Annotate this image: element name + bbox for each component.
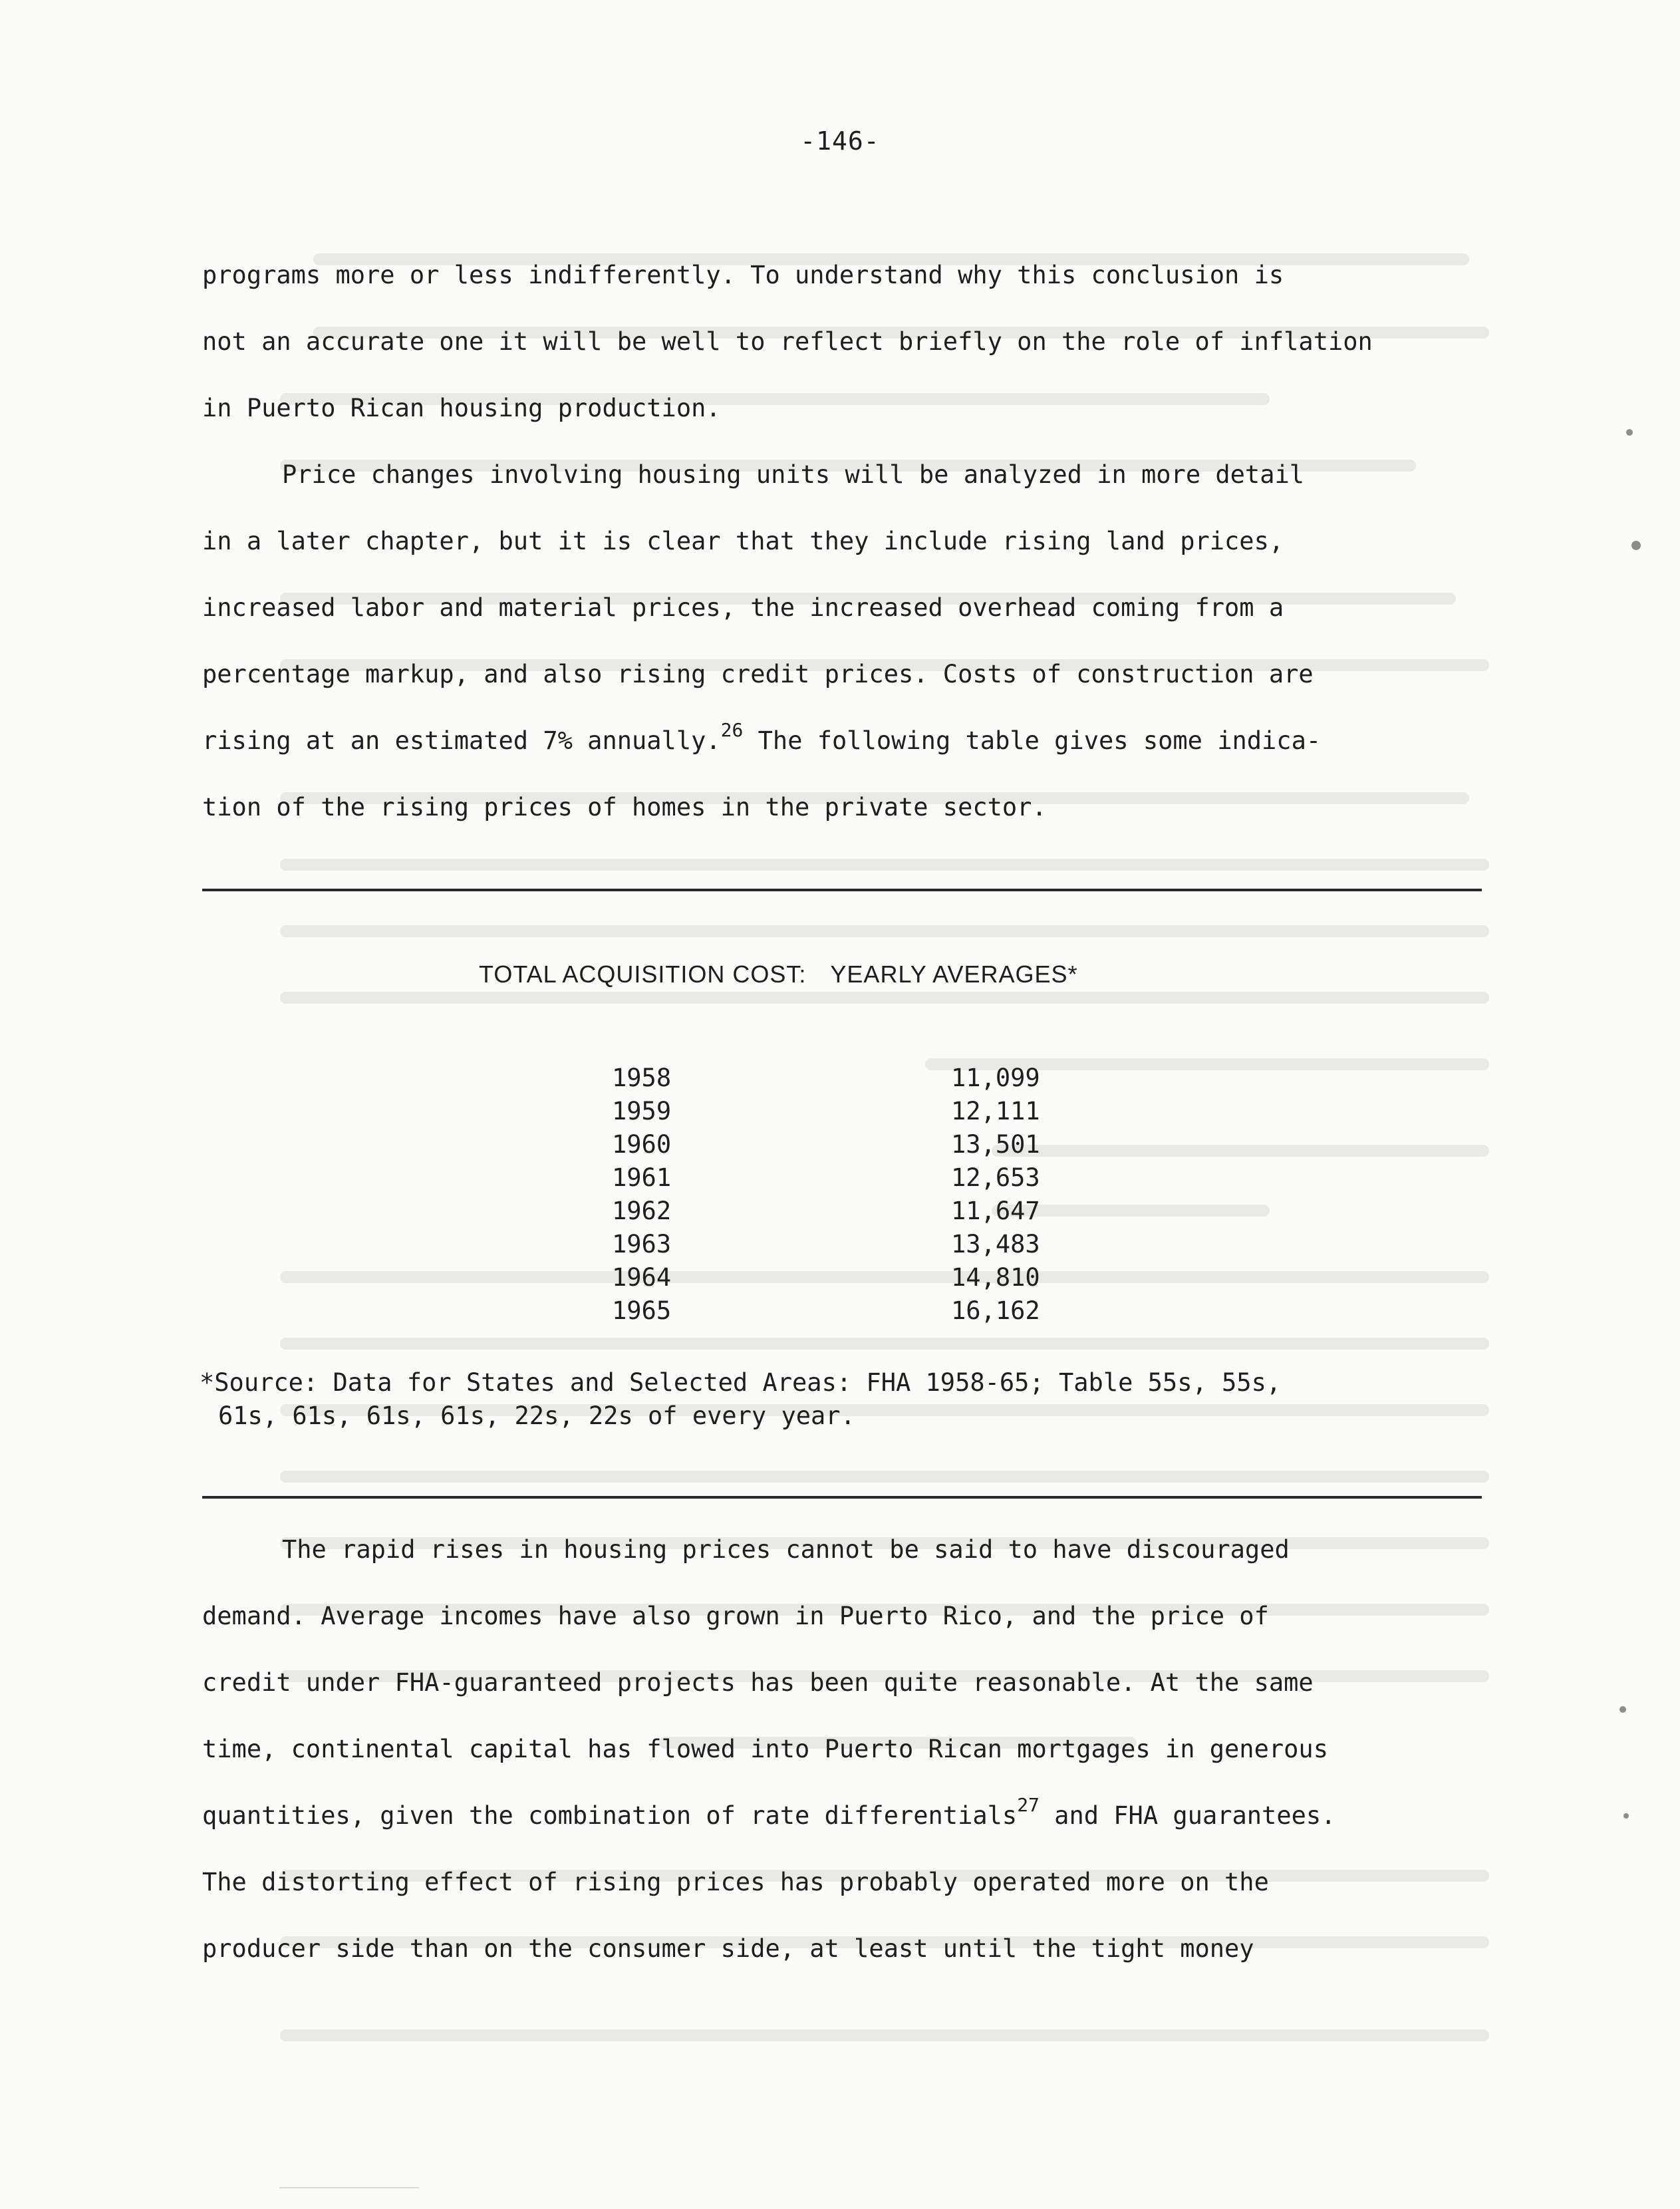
- table-title-sub: YEARLY AVERAGES*: [830, 960, 1078, 988]
- text-line: in a later chapter, but it is clear that they include rising land prices,: [202, 527, 1284, 555]
- text-line: [202, 708, 1519, 774]
- table-row: [612, 1128, 1040, 1161]
- text-line: not an accurate one it will be well to reflect briefly on the role of inflation: [202, 327, 1373, 356]
- table-top-rule: [202, 889, 1482, 891]
- text-line: The distorting effect of rising prices has probably operated more on the: [202, 1868, 1269, 1896]
- table-title: [479, 960, 1078, 988]
- text-segment: The following table gives some indica-: [743, 726, 1322, 755]
- footnote-marker-26: 26: [720, 718, 744, 741]
- year-cell: 1960: [612, 1130, 672, 1159]
- year-cell: 1961: [612, 1163, 672, 1192]
- cost-cell: 12,111: [951, 1097, 1040, 1125]
- year-cell: 1963: [612, 1230, 672, 1258]
- year-cell: 1962: [612, 1197, 672, 1225]
- page-number: -146-: [800, 126, 880, 156]
- source-line: 61s, 61s, 61s, 61s, 22s, 22s of every year.: [218, 1401, 855, 1430]
- cost-cell: 13,501: [951, 1130, 1040, 1159]
- source-line: *Source: Data for States and Selected Areas: FHA 1958-65; Table 55s, 55s,: [200, 1368, 1282, 1397]
- cost-cell: 11,647: [951, 1197, 1040, 1225]
- table-row: [612, 1294, 1040, 1328]
- cost-cell: 11,099: [951, 1064, 1040, 1092]
- text-line: increased labor and material prices, the increased overhead coming from a: [202, 593, 1284, 622]
- text-line: credit under FHA-guaranteed projects has been quite reasonable. At the same: [202, 1668, 1314, 1697]
- footnote-marker-27: 27: [1017, 1793, 1040, 1816]
- text-line: programs more or less indifferently. To understand why this conclusion is: [202, 261, 1284, 289]
- year-cell: 1959: [612, 1097, 672, 1125]
- year-cell: 1958: [612, 1064, 672, 1092]
- paragraph-continuation: [202, 242, 1519, 442]
- cost-cell: 16,162: [951, 1296, 1040, 1325]
- paragraph-rapid-rises: [202, 1517, 1519, 1982]
- table-title-main: TOTAL ACQUISITION COST:: [479, 960, 807, 988]
- table-row: [612, 1261, 1040, 1294]
- table-bottom-rule: [202, 1496, 1482, 1499]
- cost-cell: 14,810: [951, 1263, 1040, 1292]
- acquisition-cost-table: [612, 1062, 1040, 1328]
- table-source-note: [200, 1366, 1281, 1433]
- table-row: [612, 1195, 1040, 1228]
- text-segment: rising at an estimated 7% annually.: [202, 726, 721, 755]
- cost-cell: 12,653: [951, 1163, 1040, 1192]
- text-line: [202, 1783, 1519, 1849]
- text-line: time, continental capital has flowed into Puerto Rican mortgages in generous: [202, 1735, 1328, 1763]
- table-row: [612, 1228, 1040, 1261]
- text-segment: quantities, given the combination of rate differentials: [202, 1801, 1018, 1830]
- year-cell: 1964: [612, 1263, 672, 1292]
- table-row: [612, 1161, 1040, 1195]
- text-line: Price changes involving housing units will be analyzed in more detail: [282, 460, 1305, 489]
- year-cell: 1965: [612, 1296, 672, 1325]
- text-line: demand. Average incomes have also grown in Puerto Rico, and the price of: [202, 1602, 1269, 1630]
- text-line: producer side than on the consumer side, at least until the tight money: [202, 1934, 1254, 1963]
- text-line: tion of the rising prices of homes in the private sector.: [202, 793, 1047, 821]
- text-segment: and FHA guarantees.: [1039, 1801, 1336, 1830]
- text-line: The rapid rises in housing prices cannot be said to have discouraged: [282, 1535, 1290, 1564]
- text-line: percentage markup, and also rising credit prices. Costs of construction are: [202, 660, 1314, 688]
- paragraph-price-changes: [202, 442, 1519, 841]
- table-row: [612, 1095, 1040, 1128]
- text-line: in Puerto Rican housing production.: [202, 394, 721, 422]
- cost-cell: 13,483: [951, 1230, 1040, 1258]
- table-row: [612, 1062, 1040, 1095]
- footer-rule: [279, 2187, 419, 2188]
